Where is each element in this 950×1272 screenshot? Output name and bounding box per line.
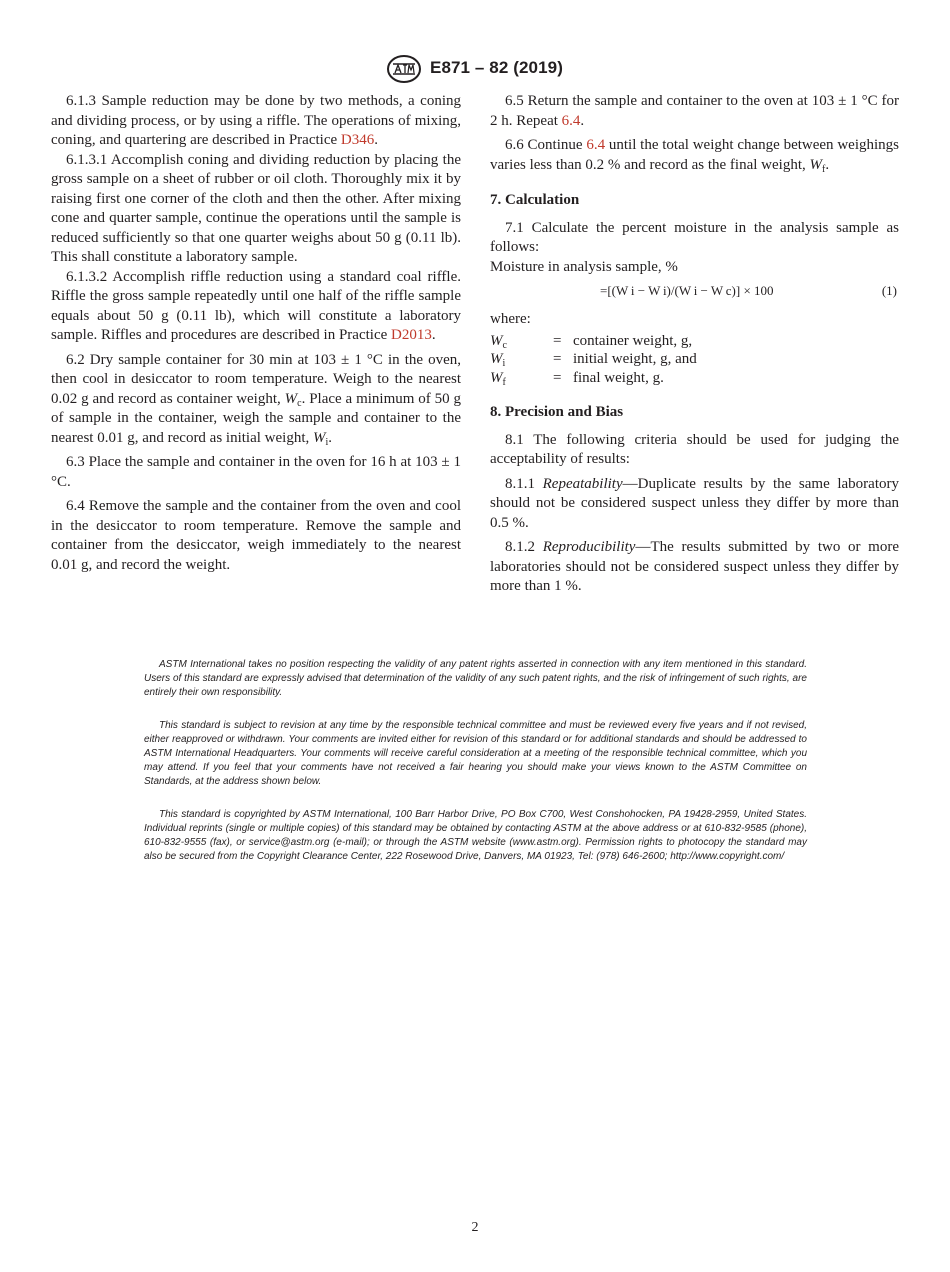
page-header (0, 55, 950, 83)
where-list (490, 332, 899, 388)
para-8-1-1: 8.1.1 Repeatability—Duplicate results by the same laboratory should not be considered suspect unless they differ by more than 0.5 %. (490, 475, 899, 531)
section-7-heading: 7. Calculation (490, 192, 580, 208)
patent-notice: ASTM International takes no position respecting the validity of any patent rights asserted in connection with any item mentioned in this standard. Users of this standard are expressly advised that determination of the validity of any such patent rights, and the risk of infringement of such rights, are entirely their own responsibility. (144, 659, 807, 698)
ref-link-6-4-b[interactable]: 6.4 (586, 137, 606, 153)
para-7-1: 7.1 Calculate the percent moisture in the analysis sample as follows: (490, 219, 899, 255)
para-8-1-2: 8.1.2 Reproducibility—The results submitted by two or more laboratories should not be considered suspect unless they differ by more than 1 %. (490, 539, 900, 594)
section-8-heading: 8. Precision and Bias (490, 404, 624, 420)
moisture-label: Moisture in analysis sample, % (490, 258, 678, 275)
equation-number: (1) (881, 283, 897, 298)
right-column (490, 92, 899, 597)
ref-link-d2013[interactable]: D2013 (391, 327, 432, 343)
para-8-1: 8.1 The following criteria should be used for judging the acceptability of results: (490, 431, 899, 467)
para-6-1-3: 6.1.3 Sample reduction may be done by two methods, a coning and dividing process, or by using a riffle. The operations of mixing, coning, and quartering are described in Practice D346. (51, 93, 461, 148)
astm-logo-icon (386, 55, 422, 83)
document-designation: E871 – 82 (2019) (430, 58, 563, 77)
para-6-6: 6.6 Continue 6.4 until the total weight change between weighings varies less than 0.2 % and record as the final weight, $W_f$. (490, 137, 900, 175)
para-6-5: 6.5 Return the sample and container to the oven at 103 ± 1 °C for 2 h. Repeat 6.4. (490, 93, 899, 129)
para-6-1-3-2: 6.1.3.2 Accomplish riffle reduction using a standard coal riffle. Riffle the gross sample repeatedly until one half of the riffle sample equals about 50 g (0.11 lb), which will constitute a laboratory sample. Riffles and procedures are described in Practice D2013. (51, 268, 461, 343)
equation-1 (490, 278, 899, 302)
para-6-4: 6.4 Remove the sample and the container from the oven and cool in the desiccator to room temperature. Remove the sample and container from the desiccator, weigh immediately to the nearest 0.01 g, and record the weight. (51, 498, 461, 573)
para-6-2: 6.2 Dry sample container for 30 min at 103 ± 1 °C in the oven, then cool in desiccator to room temperature. Weigh to the nearest 0.02 g and record as container weight, $W_c$. Place a minimum of 50 g of sample in the container, weigh the sample and container to the nearest 0.01 g, and record as initial weight, $W_i$. (51, 351, 461, 448)
where-item: $W_c$ = container weight, g, (490, 332, 693, 351)
page-number: 2 (471, 1220, 479, 1235)
left-column (51, 92, 461, 575)
where-label: where: (490, 311, 531, 327)
where-item: $W_i$ = initial weight, g, and (490, 351, 697, 369)
para-6-1-3-1: 6.1.3.1 Accomplish coning and dividing reduction by placing the gross sample on a sheet of rubber or oil cloth. Thoroughly mix it by raising first one corner of the cloth and then the other. After mixing cone and quarter sample, continue the operations until the sample is reduced sufficiently so that one quarter weighs about 50 g (0.11 lb). This shall constitute a laboratory sample. (51, 151, 461, 265)
revision-notice: This standard is subject to revision at any time by the responsible technical committee and must be reviewed every five years and if not revised, either reapproved or withdrawn. Your comments are invited either for revision of this standard or for additional standards and should be addressed to ASTM International Headquarters. Your comments will receive careful consideration at a meeting of the responsible technical committee, which you may attend. If you feel that your comments have not received a fair hearing you should make your views known to the ASTM Committee on Standards, at the address shown below. (144, 720, 807, 787)
ref-link-6-4[interactable]: 6.4 (561, 112, 581, 129)
where-item: $W_f$ = final weight, g. (490, 369, 664, 388)
ref-link-d346[interactable]: D346 (340, 132, 375, 148)
equation-body: =[(W i − W i)/(W i − W c)] × 100 (600, 283, 774, 298)
copyright-notice: This standard is copyrighted by ASTM International, 100 Barr Harbor Drive, PO Box C700, West Conshohocken, PA 19428-2959, United States. Individual reprints (single or multiple copies) of this standard may be obtained by contacting ASTM at the above address or at 610-832-9585 (phone), 610-832-9555 (fax), or service@astm.org (e-mail); or through the ASTM website (www.astm.org). Permission rights to photocopy the standard may also be secured from the Copyright Clearance Center, 222 Rosewood Drive, Danvers, MA 01923, Tel: (978) 646-2600; http://www.copyright.com/ (144, 809, 807, 862)
para-6-3: 6.3 Place the sample and container in the oven for 16 h at 103 ± 1 °C. (51, 454, 461, 490)
